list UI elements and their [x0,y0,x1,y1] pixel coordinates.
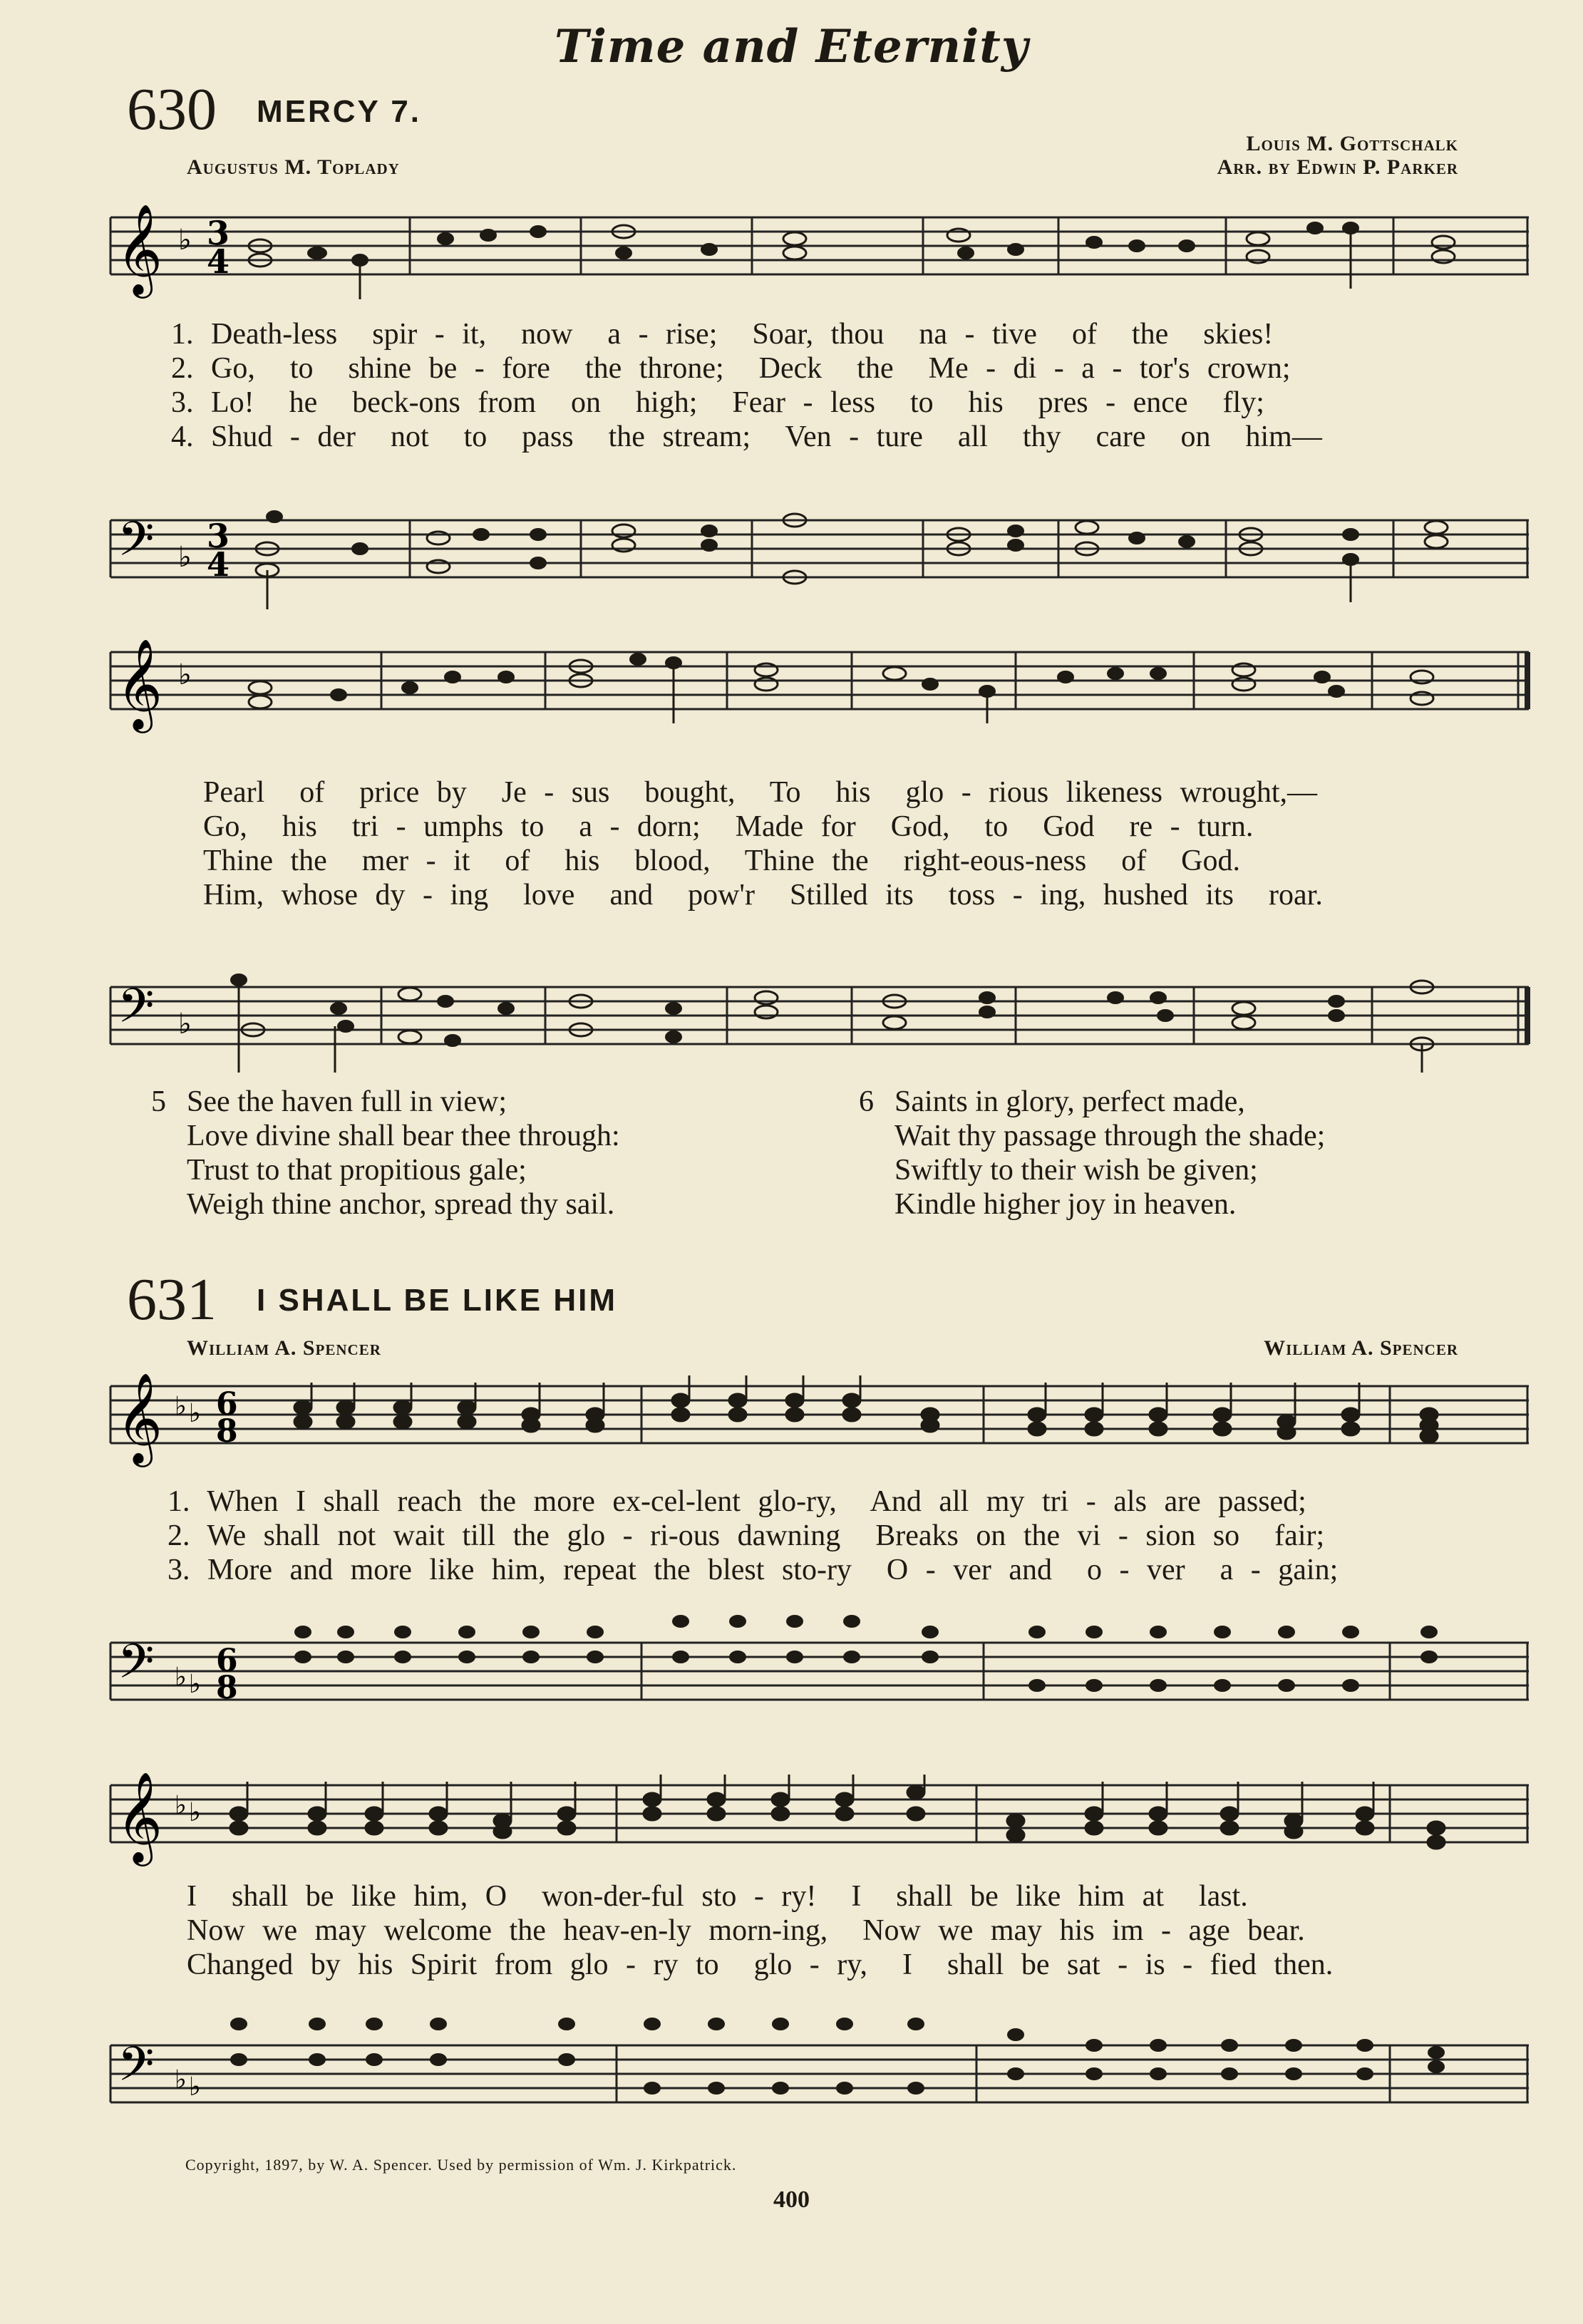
svg-text:♭: ♭ [175,1663,187,1692]
svg-text:𝄢: 𝄢 [118,978,155,1045]
verse-line: See the haven full in view; [187,1085,507,1118]
hymn-630-tune: MERCY 7. [257,94,422,129]
svg-text:4: 4 [207,545,230,584]
svg-text:𝄢: 𝄢 [118,1634,155,1700]
lyric-line: 2. Go, to shine be - fore the throne; Deck the Me - di - a - tor's crown; [171,352,1291,385]
svg-text:♭: ♭ [178,1008,192,1040]
svg-text:𝄞: 𝄞 [116,1771,163,1862]
lyric-line: 1. Death-less spir - it, now a - rise; Soar, thou na - tive of the skies! [171,318,1274,351]
lyric-line: 3. Lo! he beck-ons from on high; Fear - less to his pres - ence fly; [171,386,1264,419]
svg-text:♭: ♭ [189,1670,201,1699]
hymn-631-title: I SHALL BE LIKE HIM [257,1283,617,1318]
svg-text:𝄞: 𝄞 [116,1372,163,1463]
hymn-630-system1-lyrics [171,317,1322,454]
svg-text:4: 4 [207,242,230,281]
hymn-630-system2-lyrics [203,775,1323,912]
svg-text:♭: ♭ [189,2072,201,2102]
svg-text:♭: ♭ [178,659,192,691]
verse-6-number: 6 [859,1085,874,1118]
svg-text:𝄞: 𝄞 [116,638,163,729]
lyric-line: 2. We shall not wait till the glo - ri-ous dawning Breaks on the vi - sion so fair; [167,1519,1325,1552]
hymn-631-music-credit: William A. Spencer [1264,1336,1458,1360]
hymn-630-system2-bass-staff [110,980,1529,1073]
hymn-630-number: 630 [127,76,217,143]
verse-5-number: 5 [151,1085,166,1118]
hymn-630-verse-6 [894,1085,1325,1222]
svg-text:♭: ♭ [178,541,192,574]
svg-text:6: 6 [216,1386,238,1422]
svg-text:𝄢: 𝄢 [118,2037,155,2103]
hymn-631-number: 631 [127,1266,217,1333]
svg-text:𝄞: 𝄞 [116,203,163,294]
hymn-631-system2-lyrics [187,1879,1333,1982]
svg-text:3: 3 [207,517,230,555]
svg-text:♭: ♭ [175,1392,187,1421]
hymn-630-words-credit: Augustus M. Toplady [187,155,400,179]
verse-line: Kindle higher joy in heaven. [894,1188,1237,1221]
svg-text:𝄢: 𝄢 [118,512,155,578]
copyright-notice: Copyright, 1897, by W. A. Spencer. Used by permission of Wm. J. Kirkpatrick. [185,2156,737,2174]
hymn-631-system2-treble-staff [110,1771,1529,1862]
verse-line: Wait thy passage through the shade; [894,1120,1326,1152]
svg-text:♭: ♭ [189,1399,201,1428]
lyric-line: Changed by his Spirit from glo - ry to glo - ry, I shall be sat - is - fied then. [187,1948,1334,1981]
hymn-630-music-credit: Louis M. Gottschalk [1246,132,1458,155]
svg-text:8: 8 [216,1670,238,1706]
hymn-631-system1-treble-notes [110,1379,1529,1457]
hymn-631-words-credit: William A. Spencer [187,1336,381,1360]
svg-text:6: 6 [216,1643,238,1679]
page-number: 400 [773,2186,810,2213]
verse-line: Saints in glory, perfect made, [894,1085,1245,1118]
hymn-630-system1-bass-staff [110,513,1529,606]
svg-text:8: 8 [216,1413,238,1450]
svg-text:♭: ♭ [175,1791,187,1820]
hymn-630-system1-treble-staff [110,203,1529,294]
lyric-line: 1. When I shall reach the more ex-cel-lent glo-ry, And all my tri - als are passed; [167,1485,1306,1518]
hymn-630-system2-treble-staff [110,638,1529,729]
lyric-line: 3. More and more like him, repeat the blest sto-ry O - ver and o - ver a - gain; [167,1554,1339,1586]
section-title: Time and Eternity [554,20,1029,73]
svg-text:♭: ♭ [189,1798,201,1827]
svg-text:♭: ♭ [178,224,192,257]
lyric-line: Thine the mer - it of his blood, Thine the right-eous-ness of God. [203,845,1241,877]
hymn-631-system1-lyrics [167,1484,1338,1587]
lyric-line: Him, whose dy - ing love and pow'r Stilled its toss - ing, hushed its roar. [203,879,1323,911]
hymn-631-system1-bass-staff [110,1636,1529,1728]
svg-text:♭: ♭ [175,2065,187,2095]
verse-line: Love divine shall bear thee through: [187,1120,620,1152]
lyric-line: Now we may welcome the heav-en-ly morn-ing, Now we may his im - age bear. [187,1914,1305,1947]
hymn-631-system2-bass-staff [110,2038,1529,2131]
hymn-630-verse-5 [187,1085,620,1222]
svg-text:3: 3 [207,214,230,252]
hymn-630-arranger-credit: Arr. by Edwin P. Parker [1217,155,1458,179]
verse-line: Weigh thine anchor, spread thy sail. [187,1188,615,1221]
lyric-line: Pearl of price by Je - sus bought, To his glo - rious likeness wrought,— [203,776,1317,809]
lyric-line: 4. Shud - der not to pass the stream; Ven - ture all thy care on him— [171,420,1322,453]
verse-line: Swiftly to their wish be given; [894,1154,1258,1187]
verse-line: Trust to that propitious gale; [187,1154,527,1187]
lyric-line: Go, his tri - umphs to a - dorn; Made for God, to God re - turn. [203,810,1254,843]
lyric-line: I shall be like him, O won-der-ful sto - ry! I shall be like him at last. [187,1880,1248,1913]
